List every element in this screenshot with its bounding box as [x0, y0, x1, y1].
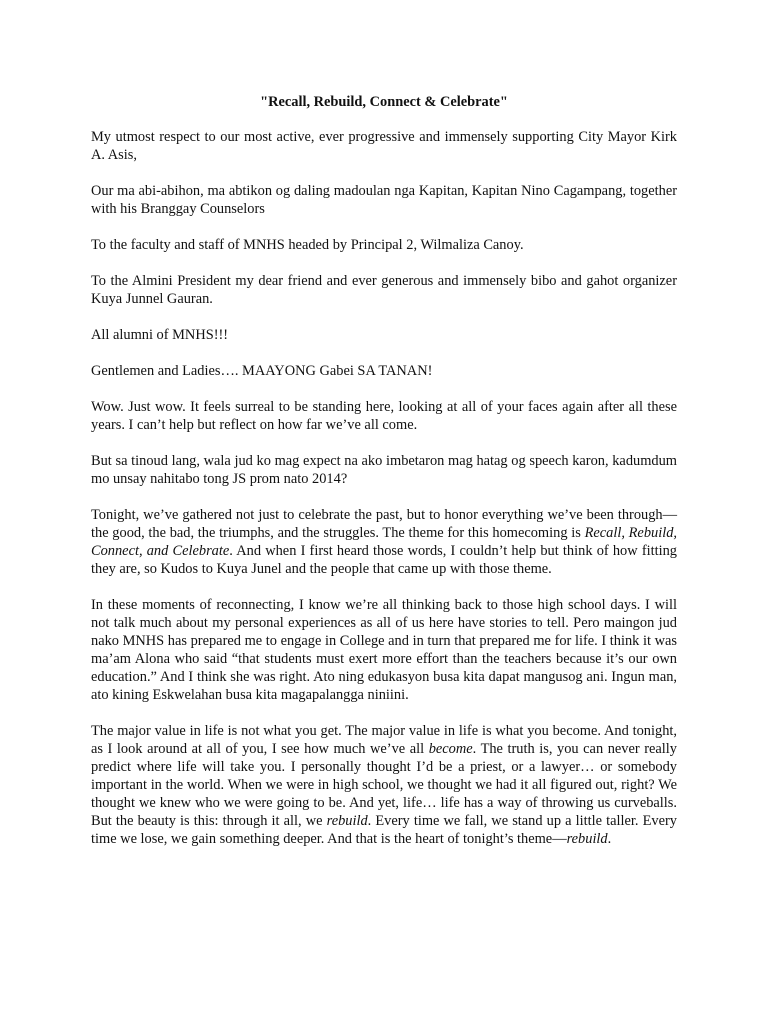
paragraph-js-prom: But sa tinoud lang, wala jud ko mag expect na ako imbetaron mag hatag og speech karon, kadumdum mo unsay nahitabo tong JS prom nato 2014? — [91, 453, 677, 487]
paragraph-alumni-greeting: All alumni of MNHS!!! — [91, 327, 229, 343]
value-text-1: The major value in life is not what you get. The major value in life is what you become. And tonight, as I look around at all of you, I see how much we’ve all — [91, 723, 677, 757]
value-text-4: . — [607, 831, 612, 847]
speech-title: "Recall, Rebuild, Connect & Celebrate" — [260, 94, 508, 110]
value-text-3: . Every time we fall, we stand up a little taller. Every time we lose, we gain something deeper. And that is the heart of tonight’s theme— — [91, 813, 677, 847]
value-text-2: . The truth is, you can never really predict where life will take you. I personally thought I’d be a priest, or a lawyer… or somebody important in the world. When we were in high school, we thought we had it all figured out, right? We thought we knew who we were going to be. And yet, life… life has a way of throwing us curveballs. But the beauty is this: through it all, we — [91, 741, 677, 829]
paragraph-major-value — [91, 722, 677, 848]
paragraph-reconnecting: In these moments of reconnecting, I know we’re all thinking back to those high school days. I will not talk much about my personal experiences as all of us here have stories to tell. Pero maingon jud nako MNHS has prepared me to engage in College and in turn that prepared me for life. I think it was ma’am Alona who said “that students must exert more effort than the teachers because it’s our own education.” And I think she was right. Ato ning edukasyon busa kita dapat mangusog ani. Ingun man, ato kining Eskwelahan busa kita magapalangga niniini. — [91, 597, 677, 703]
paragraph-surreal: Wow. Just wow. It feels surreal to be standing here, looking at all of your faces again after all these years. I can’t help but reflect on how far we’ve all come. — [91, 399, 677, 433]
theme-text-1: Tonight, we’ve gathered not just to celebrate the past, but to honor everything we’ve been through—the good, the bad, the triumphs, and the struggles. The theme for this homecoming is — [91, 507, 677, 541]
speech-body — [91, 93, 677, 866]
paragraph-faculty-greeting: To the faculty and staff of MNHS headed by Principal 2, Wilmaliza Canoy. — [91, 237, 524, 253]
paragraph-alumni-president-greeting: To the Almini President my dear friend and ever generous and immensely bibo and gahot organizer Kuya Junnel Gauran. — [91, 273, 677, 307]
theme-title-italic: Recall, Rebuild, Connect, and Celebrate — [91, 525, 677, 559]
theme-text-2: . And when I first heard those words, I couldn’t help but think of how fitting they are, so Kudos to Kuya Junel and the people that came up with those theme. — [91, 543, 678, 577]
value-italic-rebuild-2: rebuild — [566, 831, 608, 847]
paragraph-evening-greeting: Gentlemen and Ladies…. MAAYONG Gabei SA TANAN! — [91, 363, 433, 379]
paragraph-kapitan-greeting: Our ma abi-abihon, ma abtikon og daling madoulan nga Kapitan, Kapitan Nino Cagampang, together with his Branggay Counselors — [91, 183, 677, 217]
value-italic-rebuild: rebuild — [326, 813, 368, 829]
paragraph-mayor-greeting: My utmost respect to our most active, ever progressive and immensely supporting City Mayor Kirk A. Asis, — [91, 129, 677, 163]
value-italic-become: become — [428, 741, 473, 757]
paragraph-theme — [91, 506, 677, 578]
